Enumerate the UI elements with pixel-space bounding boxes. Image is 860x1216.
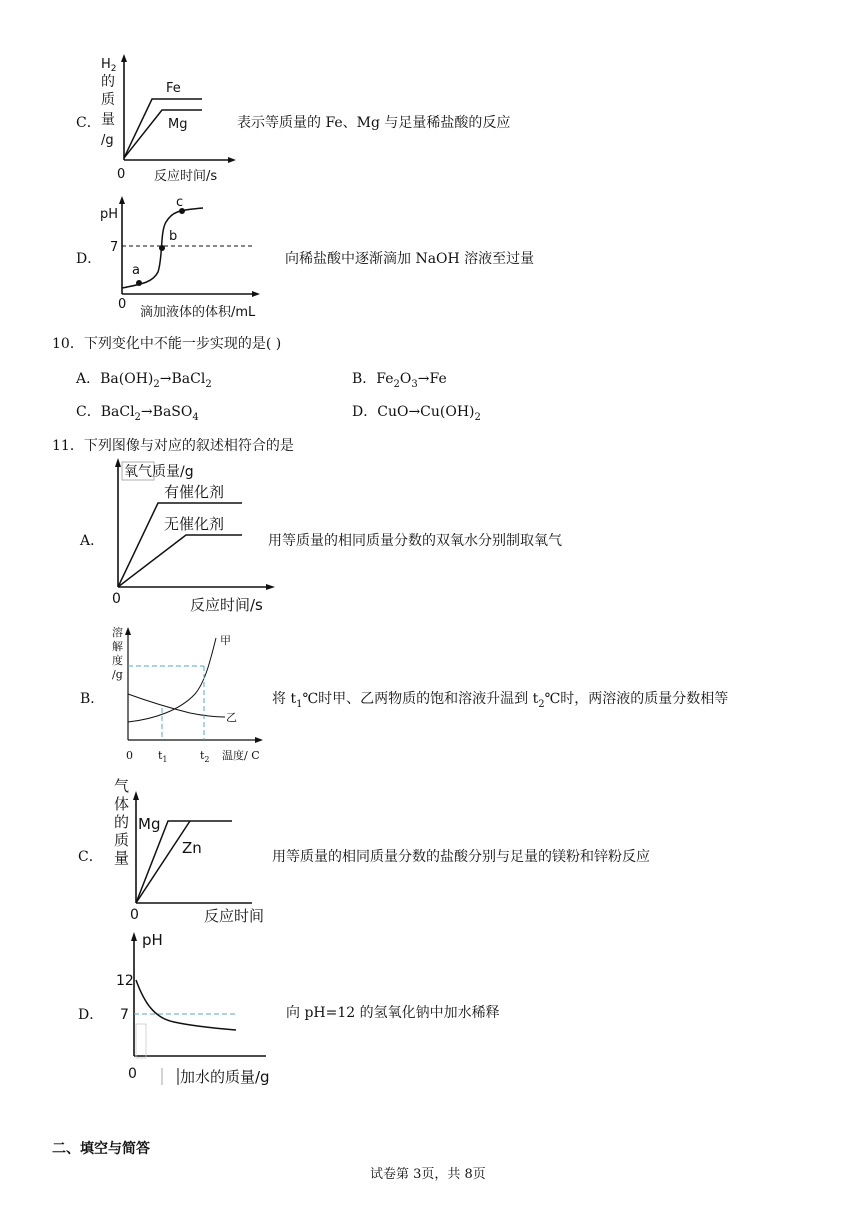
q11-option-d-desc: 向 pH=12 的氢氧化钠中加水稀释	[286, 1005, 500, 1021]
q9-option-d-desc: 向稀盐酸中逐渐滴加 NaOH 溶液至过量	[285, 251, 535, 267]
y-label-2: 体	[114, 795, 130, 813]
section-heading: 二、填空与简答	[52, 1141, 150, 1157]
series-jia-label: 甲	[220, 634, 231, 647]
y-label-3: 度	[112, 654, 123, 667]
q11-option-a-letter: A．	[80, 533, 105, 549]
x-axis-label: 温度/ C	[222, 749, 260, 762]
y-axis-label: pH	[142, 931, 163, 949]
dilution-curve	[136, 980, 236, 1030]
y-axis-label: 氧气质量/g	[124, 464, 194, 480]
x-axis-label: 滴加液体的体积/mL	[140, 305, 256, 320]
q9-d-figure	[98, 192, 268, 322]
y-label-1: 气	[114, 777, 130, 795]
origin-label: 0	[126, 749, 133, 762]
q11-option-b-desc: 将 $t_1℃$时甲、乙两物质的饱和溶液升温到 $t_2℃$时，两溶液的质量分数相等	[272, 691, 729, 710]
q11-c-figure	[108, 775, 283, 925]
q11-d-figure	[112, 928, 287, 1090]
series-zn-label: Zn	[182, 839, 202, 857]
x-axis-label: 反应时间	[204, 907, 265, 925]
q10-option-d: D．$CuO\to Cu(OH)_2$	[352, 404, 481, 423]
q11-option-c-desc: 用等质量的相同质量分数的盐酸分别与足量的镁粉和锌粉反应	[272, 849, 650, 865]
scan-artifact	[136, 1024, 146, 1058]
y-label-2: 解	[112, 640, 123, 653]
q11-a-figure	[106, 455, 286, 615]
series-mg-line	[136, 821, 232, 903]
q11-option-b-letter: B．	[80, 691, 105, 707]
point-a	[136, 280, 142, 286]
label-b: b	[169, 229, 178, 244]
series-no-catalyst-line	[118, 535, 242, 587]
q10-option-c: C．BaCl$_2$→BaSO$_4$	[76, 404, 199, 423]
tick-7: 7	[120, 1007, 129, 1023]
tick-t1: $t_1$	[158, 749, 168, 764]
y-label-h: $H_2$	[101, 57, 117, 74]
x-axis-label: 反应时间/s	[154, 169, 218, 184]
tick-7: 7	[110, 240, 119, 255]
series-yi-label: 乙	[226, 711, 237, 724]
y-label-5: 量	[114, 849, 130, 867]
y-label-4: /g	[112, 668, 123, 681]
q10-option-a: A．$Ba(OH)_2\to BaCl_2$	[76, 371, 212, 390]
y-label-3: 的	[114, 813, 130, 831]
series-no-catalyst-label: 无催化剂	[164, 515, 225, 533]
q9-option-c-desc: 表示等质量的 Fe、Mg 与足量稀盐酸的反应	[237, 115, 511, 131]
q11-option-c-letter: C．	[78, 849, 103, 865]
y-axis-label: pH	[100, 207, 119, 222]
series-yi-curve	[128, 694, 225, 717]
point-b	[159, 245, 165, 251]
x-axis-label: 加水的质量/g	[180, 1068, 270, 1086]
q9-option-c-letter: C．	[76, 115, 101, 131]
series-fe-line	[124, 99, 202, 158]
page-footer: 试卷第 3页，共 8页	[370, 1167, 486, 1182]
origin-label: 0	[130, 907, 139, 923]
y-label-3: 质	[101, 92, 115, 108]
label-a: a	[132, 263, 140, 278]
q9-c-figure	[92, 52, 252, 187]
tick-12: 12	[116, 973, 134, 989]
q11-b-figure	[110, 622, 280, 770]
q10-stem: 10．下列变化中不能一步实现的是( )	[52, 336, 282, 352]
y-label-1: 溶	[112, 626, 123, 639]
origin-label: 0	[118, 297, 127, 312]
y-label-5: /g	[101, 133, 114, 148]
series-mg-label: Mg	[168, 117, 188, 132]
y-label-2: 的	[101, 74, 115, 90]
series-fe-label: Fe	[166, 81, 181, 96]
y-label-4: 质	[114, 831, 130, 849]
label-c: c	[176, 195, 184, 210]
q10-option-b: B．$Fe_2O_3\to Fe$	[352, 371, 447, 390]
q11-option-a-desc: 用等质量的相同质量分数的双氧水分别制取氧气	[268, 533, 562, 549]
series-jia-curve	[128, 638, 216, 722]
q9-option-d-letter: D．	[76, 251, 102, 267]
y-label-4: 量	[101, 112, 115, 128]
origin-label: 0	[128, 1066, 137, 1082]
series-mg-label: Mg	[138, 815, 161, 833]
tick-t2: $t_2$	[200, 749, 210, 764]
x-axis-label: 反应时间/s	[190, 596, 263, 614]
q11-option-d-letter: D．	[78, 1007, 104, 1023]
q11-stem: 11．下列图像与对应的叙述相符合的是	[52, 438, 294, 454]
origin-label: 0	[112, 591, 121, 607]
series-catalyst-label: 有催化剂	[164, 483, 225, 501]
origin-label: 0	[117, 167, 126, 182]
